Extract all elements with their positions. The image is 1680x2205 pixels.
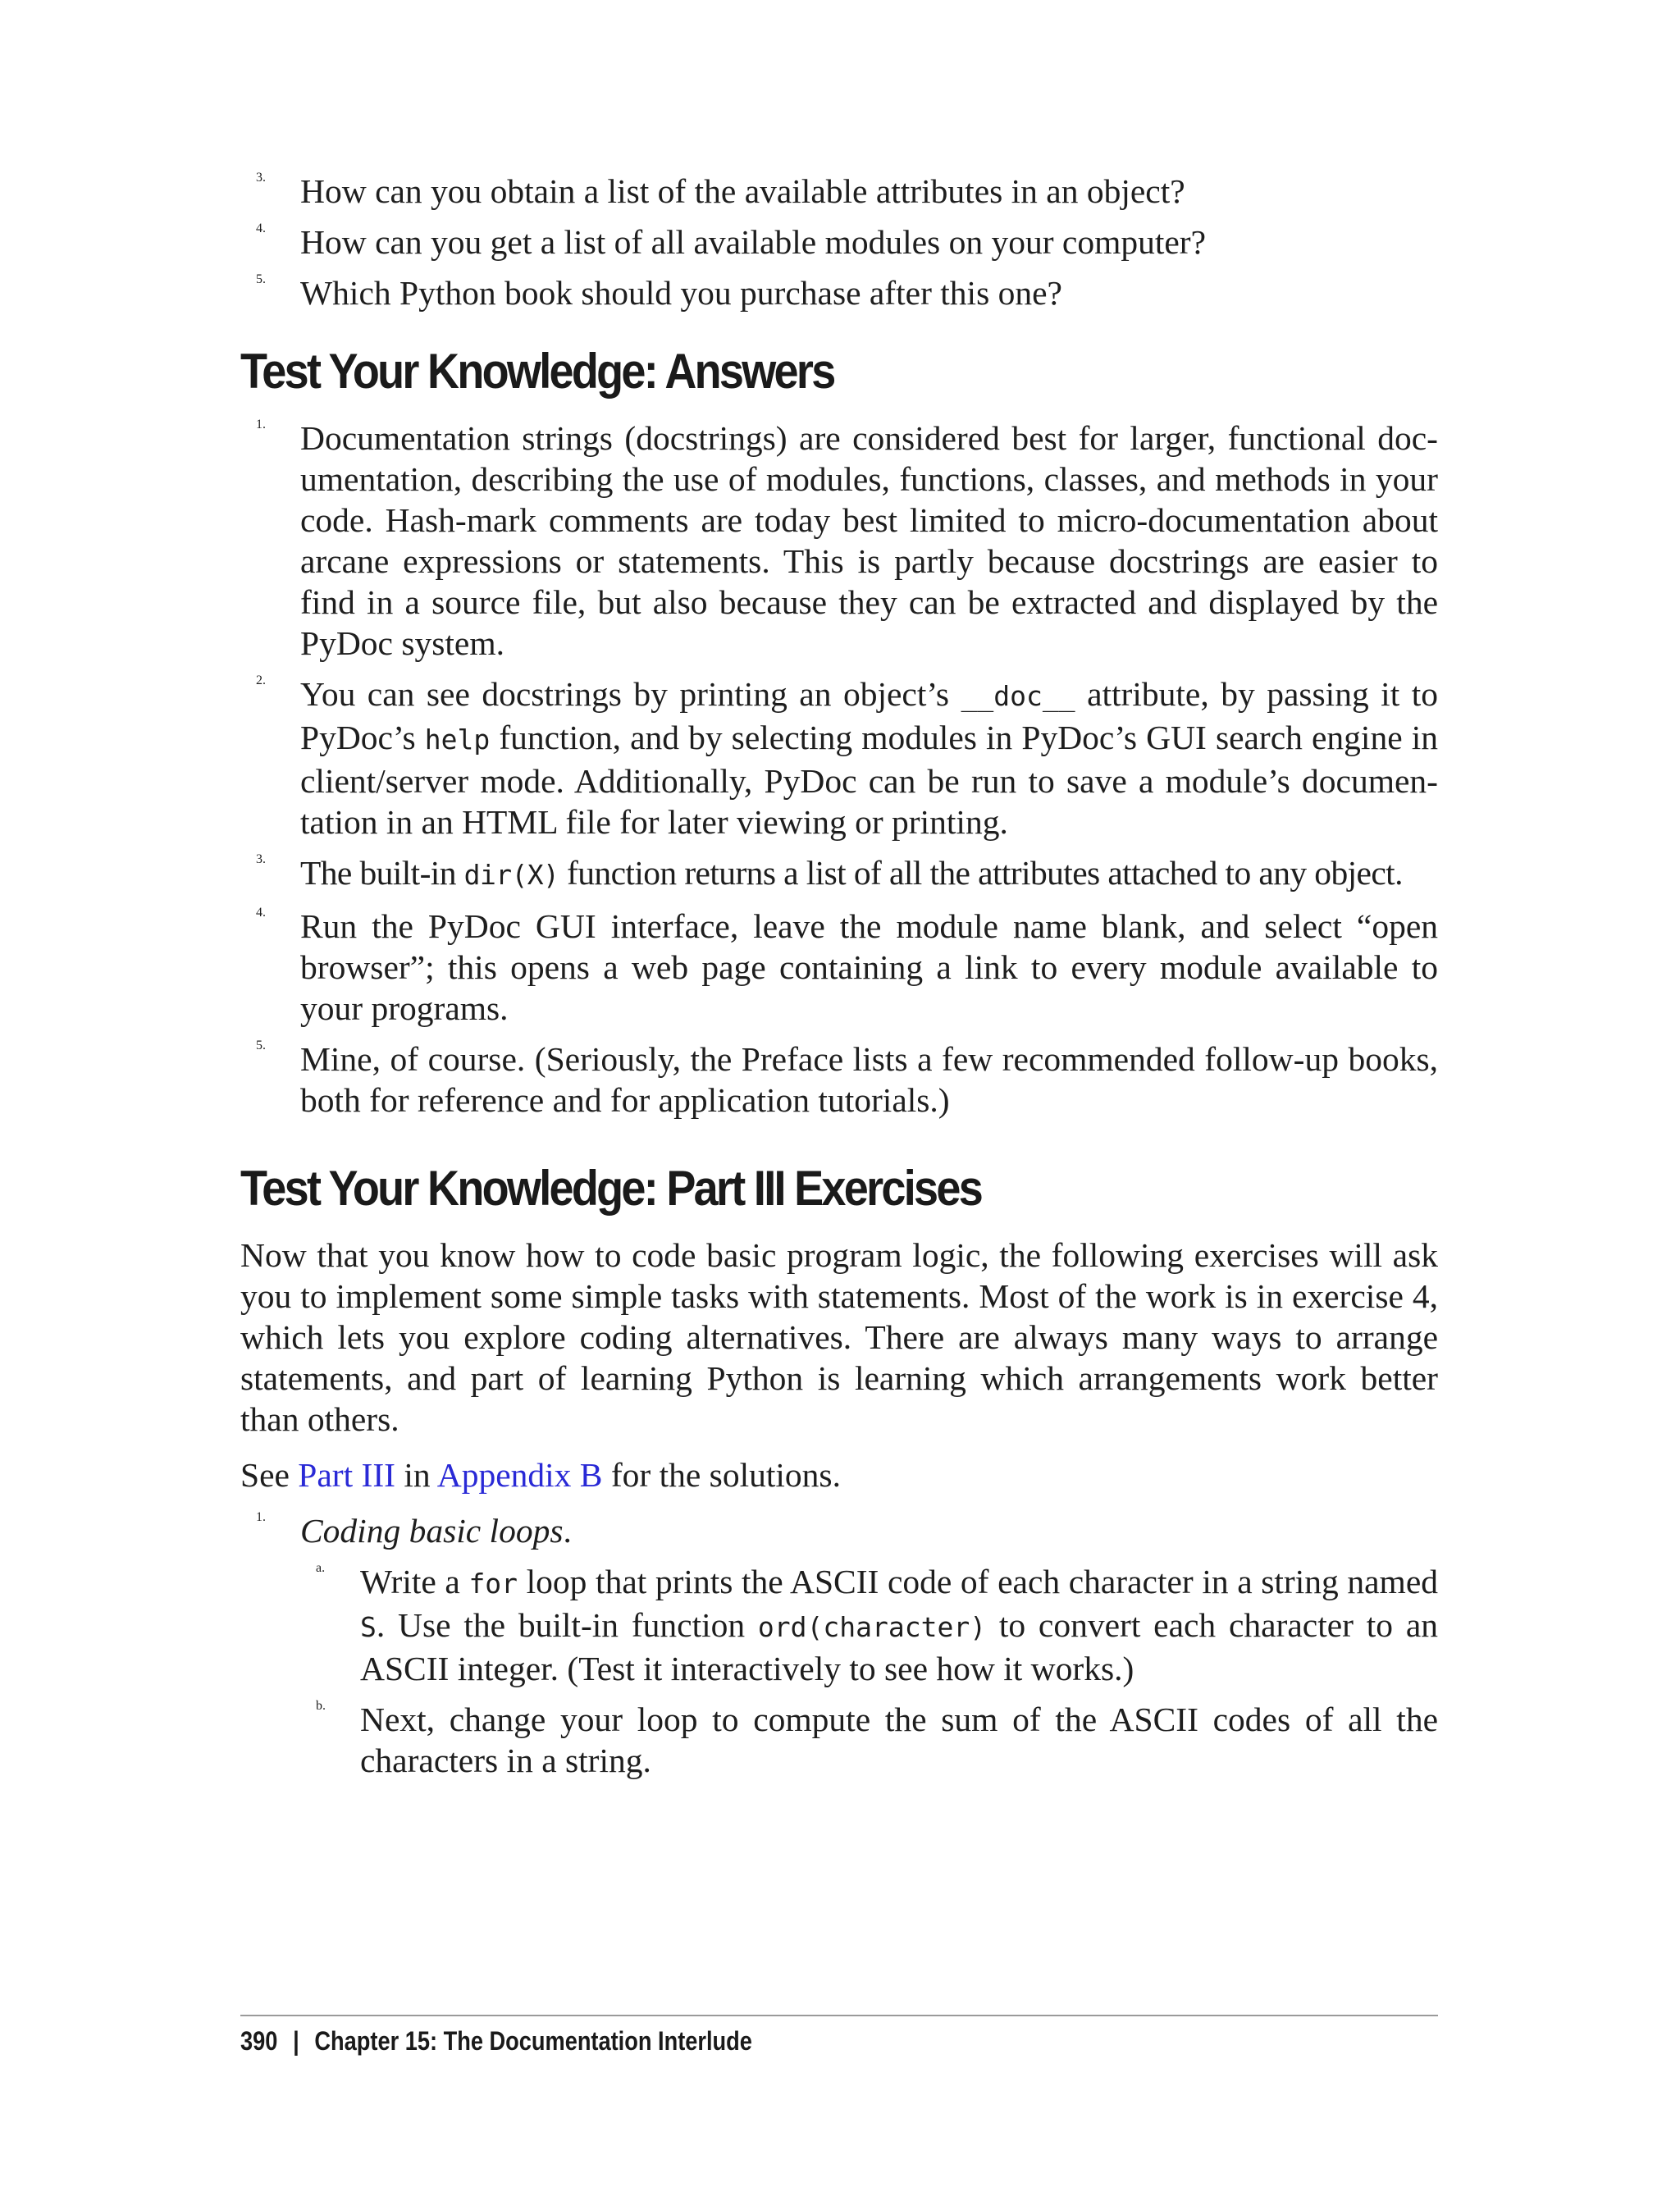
- answer-text: Run the PyDoc GUI interface, leave the module name blank, and select “open browser”; this opens a web page containing a link to every module available to your programs.: [300, 907, 1438, 1027]
- text-run: loop that prints the ASCII code of each character in a string named: [518, 1563, 1438, 1600]
- text-run: See: [240, 1456, 299, 1494]
- item-number: 1.: [256, 418, 266, 431]
- page-content: [240, 171, 1438, 1791]
- list-item: [240, 272, 1438, 313]
- exercise-title: Coding basic loops: [300, 1512, 564, 1550]
- question-text: How can you get a list of all available modules on your computer?: [300, 223, 1207, 261]
- list-item: [240, 1699, 1438, 1781]
- text-run: function, and by selecting modules in PyDoc’s GUI search engine in client/server mode. Additionally, PyDoc can be run to save a module’s documentation in an HTML file for later viewing or printing.: [300, 719, 1439, 841]
- list-item: [240, 906, 1438, 1029]
- list-item: [240, 673, 1438, 842]
- inline-code: S: [360, 1611, 377, 1643]
- item-number: 5.: [256, 1039, 266, 1052]
- exercises-heading: Test Your Knowledge: Part III Exercises: [240, 1161, 982, 1216]
- footer-rule: [240, 2015, 1438, 2016]
- sub-exercise-text: Next, change your loop to compute the sum of the ASCII codes of all the characters in a string.: [360, 1701, 1438, 1779]
- text-run: function returns a list of all the attributes attached to any object.: [559, 854, 1403, 892]
- item-number: 2.: [256, 673, 266, 687]
- exercise-title-line: Coding basic loops.: [300, 1512, 572, 1550]
- answer-text: [300, 673, 1438, 842]
- item-number: 3.: [256, 852, 266, 866]
- page-footer: [240, 2026, 752, 2057]
- item-number: 1.: [256, 1510, 266, 1524]
- page-number: 390: [240, 2026, 278, 2056]
- question-list: [240, 171, 1438, 313]
- text-run: The built-in: [300, 854, 464, 892]
- item-number: 4.: [256, 221, 266, 235]
- item-letter: a.: [316, 1561, 326, 1575]
- inline-code: __doc__: [961, 680, 1075, 712]
- chapter-title: Chapter 15: The Documentation Interlude: [314, 2026, 752, 2056]
- text-run: in: [395, 1456, 437, 1494]
- inline-code: ord(character): [757, 1611, 987, 1643]
- appendix-b-link[interactable]: Appendix B: [436, 1456, 603, 1494]
- list-item: [240, 1039, 1438, 1121]
- answer-text: Documentation strings (docstrings) are considered best for larger, functional documentation, describing the use of modules, functions, classes, and methods in your code. Hash-mark comments are today best limited to micro-documentation about arcane expressions or statements. This is partly because docstrings are easier to find in a source file, but also because they can be extracted and displayed by the PyDoc system.: [300, 419, 1438, 662]
- text-run: for the solutions.: [602, 1456, 841, 1494]
- list-item: [240, 418, 1438, 664]
- see-solutions: [240, 1454, 1438, 1495]
- list-item: [240, 221, 1438, 262]
- answer-list: [240, 418, 1438, 1121]
- list-item: [240, 852, 1438, 896]
- exercise-list: [240, 1510, 1438, 1551]
- inline-code: for: [468, 1568, 518, 1600]
- intro-paragraph: Now that you know how to code basic program logic, the following exercises will ask you to implement some simple tasks with statements. Most of the work is in exercise 4, which lets you explore coding alternatives. There are always many ways to arrange statements, and part of learning Python is learning which arrangements work better than others.: [240, 1236, 1438, 1438]
- answer-text: [300, 852, 1438, 896]
- answers-heading: Test Your Knowledge: Answers: [240, 344, 834, 399]
- item-number: 5.: [256, 272, 266, 286]
- text-run: . Use the built-in function: [376, 1606, 758, 1644]
- list-item: [240, 171, 1438, 212]
- text-run: to convert each character to an ASCII integer. (Test it interactively to see how it works.): [360, 1606, 1438, 1687]
- sub-exercise-text: [360, 1561, 1438, 1689]
- item-number: 4.: [256, 906, 266, 920]
- inline-code: help: [424, 724, 491, 756]
- footer-separator: |: [293, 2026, 299, 2056]
- item-letter: b.: [316, 1699, 326, 1713]
- question-text: How can you obtain a list of the available attributes in an object?: [300, 172, 1185, 210]
- list-item: [240, 1561, 1438, 1689]
- inline-code: dir(X): [463, 859, 559, 891]
- text-run: You can see docstrings by printing an object’s: [300, 675, 961, 713]
- text-run: attribute, by passing it to PyDoc’s: [300, 675, 1438, 756]
- sub-exercise-list: [240, 1561, 1438, 1781]
- answer-text: Mine, of course. (Seriously, the Preface lists a few recommended follow-up books, both for reference and for application tutorials.): [300, 1040, 1438, 1119]
- question-text: Which Python book should you purchase after this one?: [300, 274, 1062, 312]
- text-run: Write a: [360, 1563, 469, 1600]
- list-item: [240, 1510, 1438, 1551]
- item-number: 3.: [256, 171, 266, 185]
- part-iii-link[interactable]: Part III: [298, 1456, 395, 1494]
